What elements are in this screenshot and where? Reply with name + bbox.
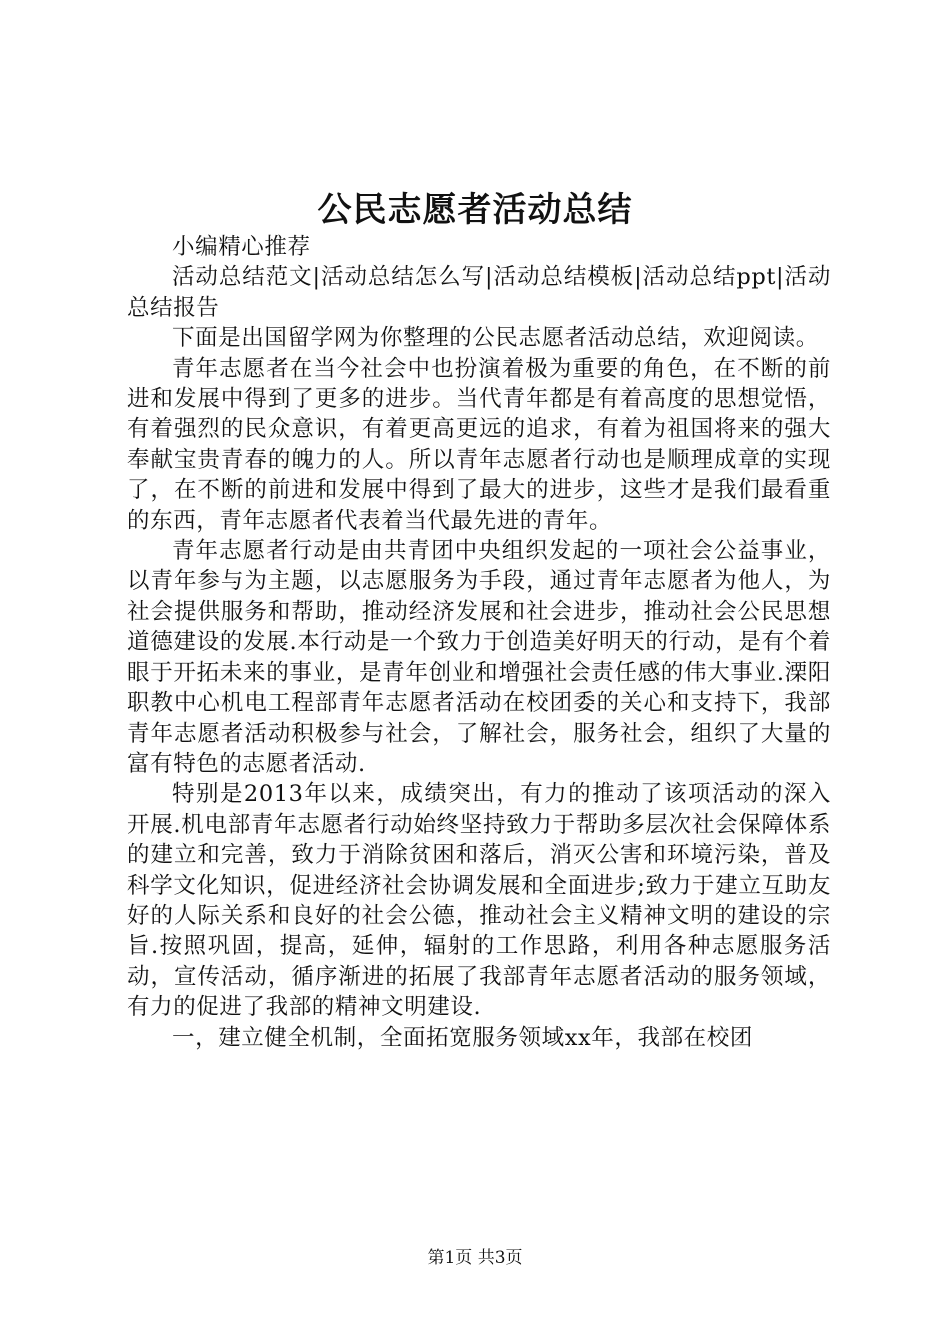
document-title: 公民志愿者活动总结	[317, 190, 633, 230]
document-body	[127, 232, 831, 1053]
paragraph-3: 特别是2013年以来，成绩突出，有力的推动了该项活动的深入开展.机电部青年志愿者行动始终坚持致力于帮助多层次社会保障体系的建立和完善，致力于消除贫困和落后，消灭公害和环境污染，普及科学文化知识，促进经济社会协调发展和全面进步;致力于建立互助友好的人际关系和良好的社会公德，推动社会主义精神文明的建设的宗旨.按照巩固，提高，延伸，辐射的工作思路，利用各种志愿服务活动，宣传活动，循序渐进的拓展了我部青年志愿者活动的服务领域，有力的促进了我部的精神文明建设.	[127, 781, 831, 1021]
paragraph-recommend: 小编精心推荐	[172, 234, 311, 260]
paragraph-4: 一，建立健全机制，全面拓宽服务领域xx年，我部在校团	[172, 1024, 753, 1051]
paragraph-1: 青年志愿者在当今社会中也扮演着极为重要的角色，在不断的前进和发展中得到了更多的进步。当代青年都是有着高度的思想觉悟，有着强烈的民众意识，有着更高更远的追求，有着为祖国将来的强大奉献宝贵青春的魄力的人。所以青年志愿者行动也是顺理成章的实现了，在不断的前进和发展中得到了最大的进步，这些才是我们最看重的东西，青年志愿者代表着当代最先进的青年。	[127, 355, 831, 534]
page-number: 第1页 共3页	[427, 1248, 523, 1268]
paragraph-related-links: 活动总结范文|活动总结怎么写|活动总结模板|活动总结ppt|活动总结报告	[127, 264, 831, 321]
paragraph-2: 青年志愿者行动是由共青团中央组织发起的一项社会公益事业，以青年参与为主题，以志愿服务为手段，通过青年志愿者为他人，为社会提供服务和帮助，推动经济发展和社会进步，推动社会公民思想道德建设的发展.本行动是一个致力于创造美好明天的行动，是有个着眼于开拓未来的事业，是青年创业和增强社会责任感的伟大事业.溧阳职教中心机电工程部青年志愿者活动在校团委的关心和支持下，我部青年志愿者活动积极参与社会，了解社会，服务社会，组织了大量的富有特色的志愿者活动.	[127, 538, 831, 777]
paragraph-intro: 下面是出国留学网为你整理的公民志愿者活动总结，欢迎阅读。	[172, 325, 819, 352]
